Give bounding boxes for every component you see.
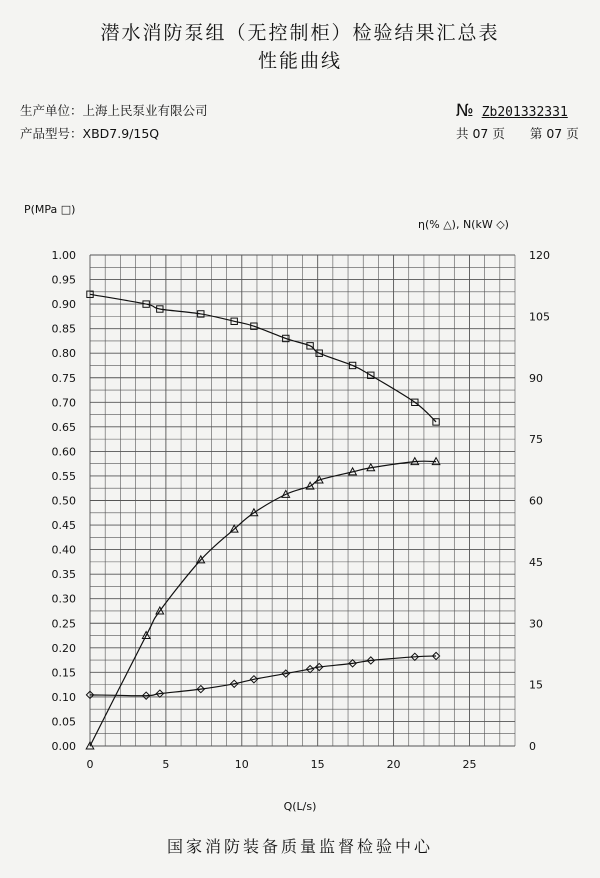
y-right-tick-label: 90 — [529, 371, 543, 385]
chart-tick-labels — [52, 249, 551, 771]
x-tick-label: 20 — [386, 758, 401, 771]
x-tick-label: 25 — [462, 758, 477, 771]
y-left-tick-label: 0.05 — [51, 715, 76, 729]
y-left-tick-label: 0.15 — [51, 666, 76, 680]
chart-curves — [90, 294, 436, 746]
y-right-tick-label: 120 — [529, 249, 550, 262]
power-curve — [90, 656, 436, 696]
pressure-curve — [90, 294, 436, 422]
y-left-tick-label: 0.20 — [51, 641, 76, 655]
y-left-tick-label: 0.10 — [51, 690, 76, 704]
y-left-tick-label: 0.45 — [51, 519, 76, 533]
y-left-tick-label: 0.30 — [51, 592, 76, 606]
y-left-tick-label: 0.65 — [51, 420, 76, 434]
left-axis-label: P(MPa □) — [24, 203, 76, 216]
manufacturer-value: 上海上民泵业有限公司 — [82, 103, 208, 118]
page-title: 潜水消防泵组（无控制柜）检验结果汇总表 — [100, 22, 500, 44]
y-left-tick-label: 0.50 — [51, 494, 76, 508]
y-left-tick-label: 0.80 — [51, 347, 76, 361]
page-subtitle: 性能曲线 — [257, 50, 342, 72]
x-tick-label: 5 — [162, 758, 170, 771]
y-right-tick-label: 105 — [529, 310, 550, 324]
y-left-tick-label: 0.95 — [51, 273, 76, 287]
y-right-tick-label: 60 — [529, 494, 543, 508]
x-tick-label: 10 — [234, 758, 249, 771]
y-right-tick-label: 45 — [529, 555, 543, 569]
model-value: XBD7.9/15Q — [82, 126, 160, 141]
page-count: 共 07 页 第 07 页 — [456, 126, 579, 141]
efficiency-curve — [90, 461, 436, 746]
y-right-tick-label: 15 — [529, 678, 543, 692]
y-left-tick-label: 0.55 — [51, 469, 76, 483]
y-left-tick-label: 0.35 — [51, 568, 76, 582]
y-left-tick-label: 0.25 — [51, 617, 76, 631]
y-left-tick-label: 0.75 — [51, 371, 76, 385]
model-label: 产品型号： — [20, 126, 83, 141]
y-right-tick-label: 0 — [529, 740, 536, 753]
y-left-tick-label: 0.85 — [51, 322, 76, 336]
y-left-tick-label: 1.00 — [51, 249, 76, 262]
y-left-tick-label: 0.00 — [51, 740, 76, 753]
y-left-tick-label: 0.90 — [51, 298, 76, 312]
right-axis-label: η(% △), N(kW ◇) — [418, 218, 509, 231]
y-left-tick-label: 0.70 — [51, 396, 76, 410]
issuer-footer: 国家消防装备质量监督检验中心 — [166, 837, 433, 856]
y-left-tick-label: 0.40 — [51, 543, 76, 557]
x-tick-label: 0 — [86, 758, 94, 771]
chart-markers — [86, 291, 440, 749]
manufacturer-label: 生产单位： — [20, 103, 83, 118]
x-axis-label: Q(L/s) — [283, 800, 317, 813]
x-tick-label: 15 — [310, 758, 325, 771]
y-right-tick-label: 75 — [529, 433, 543, 447]
y-right-tick-label: 30 — [529, 617, 543, 631]
chart-grid — [90, 255, 515, 746]
y-left-tick-label: 0.60 — [51, 445, 76, 459]
numero-sign: № — [456, 101, 474, 121]
document-number-value: Zb201332331 — [481, 105, 568, 120]
